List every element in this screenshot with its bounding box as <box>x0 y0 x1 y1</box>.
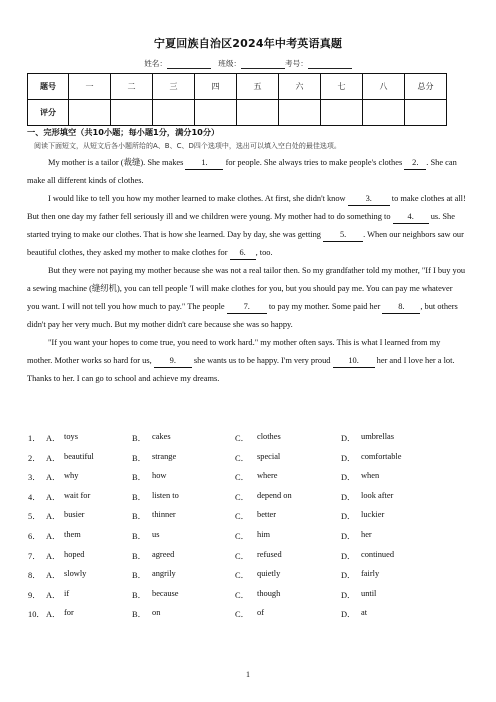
option-a-text[interactable]: if <box>64 588 70 598</box>
option-b-text[interactable]: because <box>152 588 179 598</box>
score-cell: 六 <box>279 74 321 100</box>
option-a-text[interactable]: for <box>64 608 74 618</box>
passage-text: , too. <box>255 248 273 257</box>
option-a-text[interactable]: busier <box>64 510 85 520</box>
option-a-text[interactable]: toys <box>64 432 78 441</box>
option-c-text[interactable]: him <box>257 529 271 539</box>
option-letter-d[interactable]: D． <box>341 492 356 502</box>
question-number: 6． <box>28 531 41 541</box>
passage <box>27 154 467 388</box>
option-d-text[interactable]: comfortable <box>361 451 402 461</box>
blank-2[interactable]: 2. <box>404 157 426 170</box>
option-letter-a[interactable]: A． <box>46 531 61 541</box>
exam-no-label: 考号： <box>285 59 308 68</box>
option-letter-c[interactable]: C． <box>235 434 249 443</box>
option-c-text[interactable]: though <box>257 588 281 598</box>
passage-text: , but others didn't pay her very much. But my mother didn't care because she was so happy. <box>27 302 458 329</box>
score-cell: 三 <box>153 74 195 100</box>
exam-no-blank[interactable] <box>308 60 352 69</box>
option-letter-a[interactable]: A． <box>46 571 61 581</box>
option-letter-d[interactable]: D． <box>341 434 356 443</box>
option-letter-c[interactable]: C． <box>235 473 249 483</box>
option-letter-c[interactable]: C． <box>235 571 249 581</box>
blank-6[interactable]: 6. <box>230 247 256 260</box>
blank-3[interactable]: 3. <box>348 193 390 206</box>
option-c-text[interactable]: of <box>257 608 264 618</box>
blank-10[interactable]: 10. <box>333 355 375 368</box>
option-d-text[interactable]: look after <box>361 490 394 500</box>
option-d-text[interactable]: her <box>361 529 372 539</box>
option-letter-c[interactable]: C． <box>235 610 249 620</box>
score-cell: 四 <box>195 74 237 100</box>
option-letter-a[interactable]: A． <box>46 512 61 522</box>
name-blank[interactable] <box>167 60 211 69</box>
option-letter-b[interactable]: B． <box>132 551 146 561</box>
score-input-cell[interactable] <box>69 100 111 126</box>
option-letter-b[interactable]: B． <box>132 473 146 483</box>
score-input-cell[interactable] <box>237 100 279 126</box>
score-table-score-row <box>28 100 447 126</box>
score-input-cell[interactable] <box>153 100 195 126</box>
option-letter-b[interactable]: B． <box>132 571 146 581</box>
option-b-text[interactable]: angrily <box>152 569 176 579</box>
option-c-text[interactable]: quietly <box>257 569 281 579</box>
question-4-options <box>28 491 468 511</box>
option-letter-d[interactable]: D． <box>341 551 356 561</box>
question-10-options <box>28 608 468 628</box>
section-heading: 一、完形填空（共10小题；每小题1分，满分10分） <box>27 127 220 137</box>
passage-text: . When our neighbors saw our beautiful clothes, they asked my mother to make clothes for <box>27 230 464 257</box>
option-letter-d[interactable]: D． <box>341 473 356 483</box>
question-number: 1． <box>28 434 41 443</box>
class-blank[interactable] <box>241 60 285 69</box>
option-d-text[interactable]: continued <box>361 549 395 559</box>
question-3-options <box>28 471 468 491</box>
score-cell-label: 题号 <box>28 74 69 100</box>
option-letter-d[interactable]: D． <box>341 590 356 600</box>
blank-5[interactable]: 5. <box>323 229 363 242</box>
option-letter-d[interactable]: D． <box>341 512 356 522</box>
blank-7[interactable]: 7. <box>227 301 267 314</box>
option-letter-b[interactable]: B． <box>132 434 146 443</box>
question-number: 7． <box>28 551 41 561</box>
option-b-text[interactable]: us <box>152 529 160 539</box>
option-b-text[interactable]: cakes <box>152 432 171 441</box>
option-letter-c[interactable]: C． <box>235 512 249 522</box>
passage-text: for people. She always tries to make people's clothes <box>225 158 403 167</box>
question-5-options <box>28 510 468 530</box>
question-number: 8． <box>28 571 41 581</box>
option-letter-d[interactable]: D． <box>341 571 356 581</box>
option-d-text[interactable]: fairly <box>361 569 380 579</box>
option-letter-b[interactable]: B． <box>132 531 146 541</box>
option-a-text[interactable]: wait for <box>64 490 91 500</box>
option-d-text[interactable]: luckier <box>361 510 385 520</box>
score-input-cell[interactable] <box>405 100 447 126</box>
option-letter-a[interactable]: A． <box>46 590 61 600</box>
score-input-cell[interactable] <box>363 100 405 126</box>
passage-text: "If you want your hopes to come true, you need to work hard." my mother often says. This is what I learned from my mother. Mother works so hard for us, <box>27 338 441 365</box>
option-c-text[interactable]: clothes <box>257 432 281 441</box>
score-input-cell[interactable] <box>111 100 153 126</box>
option-d-text[interactable]: at <box>361 608 368 618</box>
section-instruction: 阅读下面短文，从短文后各小题所给的A、B、C、D四个选项中，选出可以填入空白处的最佳选项。 <box>34 142 341 150</box>
option-letter-a[interactable]: A． <box>46 434 61 443</box>
option-a-text[interactable]: them <box>64 529 81 539</box>
question-8-options <box>28 569 468 589</box>
question-number: 10． <box>28 610 45 620</box>
option-letter-b[interactable]: B． <box>132 610 146 620</box>
option-c-text[interactable]: refused <box>257 549 282 559</box>
passage-text: her and I love her a lot. Thanks to her. I can go to school and achieve my dreams. <box>27 356 455 383</box>
option-b-text[interactable]: thinner <box>152 510 176 520</box>
score-table <box>27 73 447 126</box>
option-letter-a[interactable]: A． <box>46 610 61 620</box>
student-info-line <box>0 58 496 69</box>
question-7-options <box>28 550 468 570</box>
name-label: 姓名： <box>144 59 167 68</box>
option-a-text[interactable]: why <box>64 471 79 481</box>
option-letter-a[interactable]: A． <box>46 473 61 483</box>
question-6-options <box>28 530 468 550</box>
score-row-label: 评分 <box>28 100 69 126</box>
question-number: 3． <box>28 473 41 483</box>
option-letter-c[interactable]: C． <box>235 531 249 541</box>
passage-text: to pay my mother. Some paid her <box>268 302 381 311</box>
option-c-text[interactable]: better <box>257 510 277 520</box>
answer-options <box>28 432 468 628</box>
option-b-text[interactable]: agreed <box>152 549 175 559</box>
score-table-header-row <box>28 74 447 100</box>
blank-9[interactable]: 9. <box>154 355 192 368</box>
option-letter-a[interactable]: A． <box>46 551 61 561</box>
option-letter-c[interactable]: C． <box>235 453 249 463</box>
score-cell: 七 <box>321 74 363 100</box>
passage-paragraph-4 <box>27 334 467 388</box>
option-letter-b[interactable]: B． <box>132 453 146 463</box>
passage-paragraph-1 <box>27 154 467 190</box>
option-letter-d[interactable]: D． <box>341 531 356 541</box>
page-title: 宁夏回族自治区2024年中考英语真题 <box>153 37 343 50</box>
option-d-text[interactable]: until <box>361 588 377 598</box>
option-b-text[interactable]: how <box>152 471 167 481</box>
passage-text: she wants us to be happy. I'm very proud <box>193 356 331 365</box>
option-c-text[interactable]: special <box>257 451 281 461</box>
question-2-options <box>28 452 468 472</box>
option-b-text[interactable]: on <box>152 608 161 618</box>
option-d-text[interactable]: when <box>361 471 380 481</box>
option-letter-d[interactable]: D． <box>341 453 356 463</box>
question-number: 2． <box>28 453 41 463</box>
blank-4[interactable]: 4. <box>393 211 429 224</box>
passage-text: My mother is a tailor (裁缝). She makes <box>48 158 184 167</box>
question-number: 9． <box>28 590 41 600</box>
passage-text: . She can make all different kinds of clothes. <box>27 158 457 185</box>
blank-8[interactable]: 8. <box>382 301 420 314</box>
score-cell: 八 <box>363 74 405 100</box>
score-cell: 总分 <box>405 74 447 100</box>
passage-text: us. She started trying to make our clothes. That is how she learned. Day by day, she was getting <box>27 212 455 239</box>
class-label: 班级： <box>218 59 242 68</box>
option-letter-a[interactable]: A． <box>46 453 61 463</box>
score-input-cell[interactable] <box>279 100 321 126</box>
score-input-cell[interactable] <box>195 100 237 126</box>
question-number: 5． <box>28 512 41 522</box>
option-letter-c[interactable]: C． <box>235 551 249 561</box>
passage-text: I would like to tell you how my mother learned to make clothes. At first, she didn't know <box>48 194 346 203</box>
option-letter-b[interactable]: B． <box>132 512 146 522</box>
score-cell: 五 <box>237 74 279 100</box>
page-number: 1 <box>246 670 250 679</box>
question-9-options <box>28 589 468 609</box>
option-letter-a[interactable]: A． <box>46 492 61 502</box>
option-letter-d[interactable]: D． <box>341 610 356 620</box>
score-cell: 二 <box>111 74 153 100</box>
option-a-text[interactable]: hoped <box>64 549 85 559</box>
question-number: 4． <box>28 492 41 502</box>
option-letter-c[interactable]: C． <box>235 492 249 502</box>
option-b-text[interactable]: strange <box>152 451 177 461</box>
option-b-text[interactable]: listen to <box>152 490 179 500</box>
option-a-text[interactable]: slowly <box>64 569 87 579</box>
question-1-options <box>28 432 468 452</box>
passage-text: But they were not paying my mother because she was not a real tailor then. So my grandfather told my mother, "If I buy you a sewing machine (缝纫机), you can tell people 'I will make clothes for you, but you should pay me. You can pay me whatever you want. I will not tell you how much to pay." The people <box>27 266 466 311</box>
passage-paragraph-2 <box>27 190 467 262</box>
passage-paragraph-3 <box>27 262 467 334</box>
option-letter-b[interactable]: B． <box>132 492 146 502</box>
passage-text: to make clothes at all! But then one day my father fell seriously ill and we children were young. My mother had to do something to <box>27 194 466 221</box>
blank-1[interactable]: 1. <box>185 157 223 170</box>
option-d-text[interactable]: umbrellas <box>361 432 395 441</box>
option-letter-c[interactable]: C． <box>235 590 249 600</box>
option-c-text[interactable]: where <box>257 471 278 481</box>
score-cell: 一 <box>69 74 111 100</box>
option-c-text[interactable]: depend on <box>257 490 292 500</box>
option-a-text[interactable]: beautiful <box>64 451 94 461</box>
option-letter-b[interactable]: B． <box>132 590 146 600</box>
score-input-cell[interactable] <box>321 100 363 126</box>
